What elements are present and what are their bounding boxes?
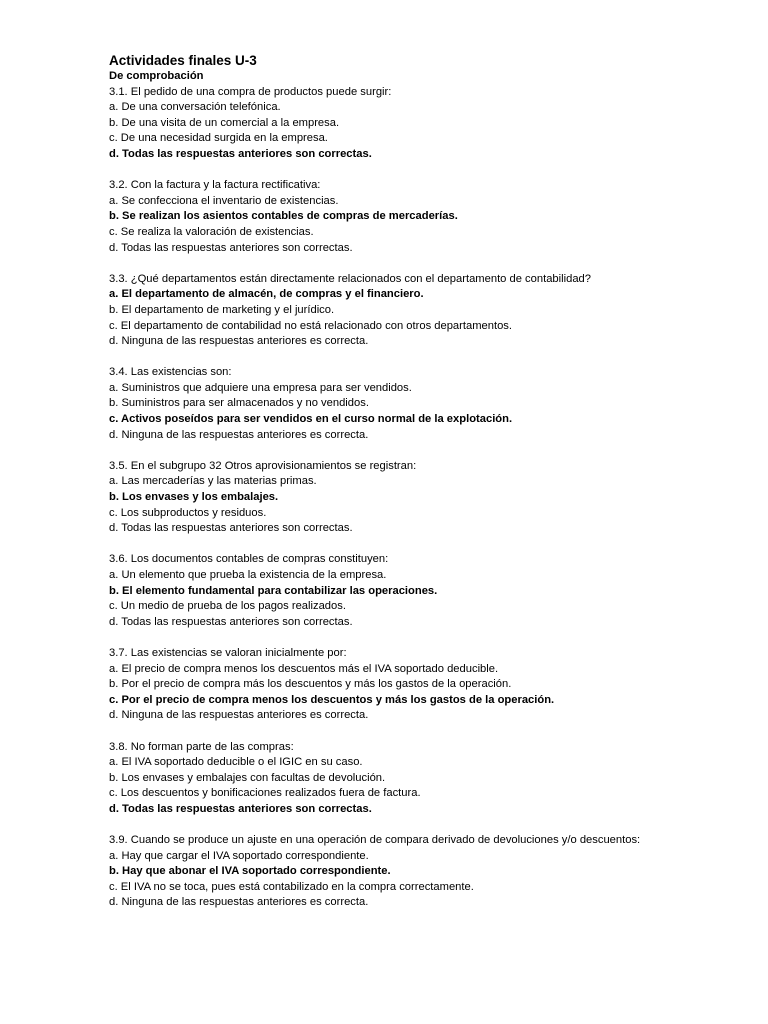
answer-option-correct: b. Hay que abonar el IVA soportado correspondiente. bbox=[109, 865, 391, 878]
question-prompt: 3.4. Las existencias son: bbox=[109, 366, 232, 379]
document-body bbox=[109, 52, 669, 927]
answer-option: d. Todas las respuestas anteriores son correctas. bbox=[109, 522, 353, 535]
answer-option: a. De una conversación telefónica. bbox=[109, 101, 281, 114]
answer-option: b. Por el precio de compra más los descuentos y más los gastos de la operación. bbox=[109, 678, 512, 691]
answer-option: c. Un medio de prueba de los pagos realizados. bbox=[109, 600, 346, 613]
answer-option-correct: b. Los envases y los embalajes. bbox=[109, 491, 279, 504]
answer-option: d. Ninguna de las respuestas anteriores es correcta. bbox=[109, 428, 369, 441]
question-block bbox=[109, 552, 669, 630]
question-prompt: 3.3. ¿Qué departamentos están directamente relacionados con el departamento de contabilidad? bbox=[109, 272, 591, 285]
answer-option: b. Los envases y embalajes con facultas de devolución. bbox=[109, 771, 386, 784]
answer-option: c. El IVA no se toca, pues está contabilizado en la compra correctamente. bbox=[109, 880, 474, 893]
question-prompt: 3.1. El pedido de una compra de productos puede surgir: bbox=[109, 85, 392, 98]
document-title: Actividades finales U-3 bbox=[109, 53, 257, 68]
answer-option: a. Se confecciona el inventario de existencias. bbox=[109, 194, 339, 207]
question-block bbox=[109, 85, 669, 163]
answer-option-correct: c. Activos poseídos para ser vendidos en el curso normal de la explotación. bbox=[109, 413, 513, 426]
answer-option-correct: b. Se realizan los asientos contables de compras de mercaderías. bbox=[109, 210, 458, 223]
answer-option: a. Suministros que adquiere una empresa para ser vendidos. bbox=[109, 381, 412, 394]
question-block bbox=[109, 272, 669, 350]
question-prompt: 3.7. Las existencias se valoran inicialmente por: bbox=[109, 646, 347, 659]
question-block bbox=[109, 459, 669, 537]
question-prompt: 3.2. Con la factura y la factura rectificativa: bbox=[109, 179, 321, 192]
answer-option-correct: d. Todas las respuestas anteriores son correctas. bbox=[109, 147, 372, 160]
question-block bbox=[109, 365, 669, 443]
answer-option-correct: a. El departamento de almacén, de compras y el financiero. bbox=[109, 288, 424, 301]
answer-option: a. El precio de compra menos los descuentos más el IVA soportado deducible. bbox=[109, 662, 499, 675]
answer-option: d. Ninguna de las respuestas anteriores es correcta. bbox=[109, 896, 369, 909]
answer-option-correct: d. Todas las respuestas anteriores son correctas. bbox=[109, 802, 372, 815]
answer-option: d. Todas las respuestas anteriores son correctas. bbox=[109, 241, 353, 254]
question-prompt: 3.6. Los documentos contables de compras constituyen: bbox=[109, 553, 389, 566]
answer-option: c. Los subproductos y residuos. bbox=[109, 506, 267, 519]
answer-option: c. El departamento de contabilidad no está relacionado con otros departamentos. bbox=[109, 319, 513, 332]
answer-option: c. Se realiza la valoración de existencias. bbox=[109, 225, 314, 238]
answer-option: a. Un elemento que prueba la existencia de la empresa. bbox=[109, 569, 387, 581]
answer-option: c. De una necesidad surgida en la empresa. bbox=[109, 132, 328, 145]
answer-option: b. El departamento de marketing y el jurídico. bbox=[109, 303, 335, 316]
answer-option-correct: b. El elemento fundamental para contabilizar las operaciones. bbox=[109, 584, 438, 597]
answer-option: d. Ninguna de las respuestas anteriores es correcta. bbox=[109, 335, 369, 348]
answer-option-correct: c. Por el precio de compra menos los descuentos y más los gastos de la operación. bbox=[109, 693, 555, 706]
question-block bbox=[109, 646, 669, 724]
answer-option: d. Ninguna de las respuestas anteriores es correcta. bbox=[109, 709, 369, 722]
question-prompt: 3.9. Cuando se produce un ajuste en una operación de compara derivado de devoluciones y/o descuentos: bbox=[109, 834, 641, 847]
answer-option: a. Hay que cargar el IVA soportado correspondiente. bbox=[109, 849, 369, 862]
answer-option: c. Los descuentos y bonificaciones realizados fuera de factura. bbox=[109, 787, 421, 800]
answer-option: a. Las mercaderías y las materias primas. bbox=[109, 475, 317, 488]
question-block bbox=[109, 833, 669, 911]
question-prompt: 3.8. No forman parte de las compras: bbox=[109, 740, 294, 753]
question-list bbox=[109, 85, 669, 911]
question-block bbox=[109, 740, 669, 818]
question-prompt: 3.5. En el subgrupo 32 Otros aprovisionamientos se registran: bbox=[109, 459, 417, 472]
answer-option: a. El IVA soportado deducible o el IGIC en su caso. bbox=[109, 756, 363, 769]
section-subtitle: De comprobación bbox=[109, 70, 204, 82]
answer-option: d. Todas las respuestas anteriores son correctas. bbox=[109, 615, 353, 628]
answer-option: b. De una visita de un comercial a la empresa. bbox=[109, 116, 340, 129]
answer-option: b. Suministros para ser almacenados y no vendidos. bbox=[109, 397, 369, 410]
question-block bbox=[109, 178, 669, 256]
